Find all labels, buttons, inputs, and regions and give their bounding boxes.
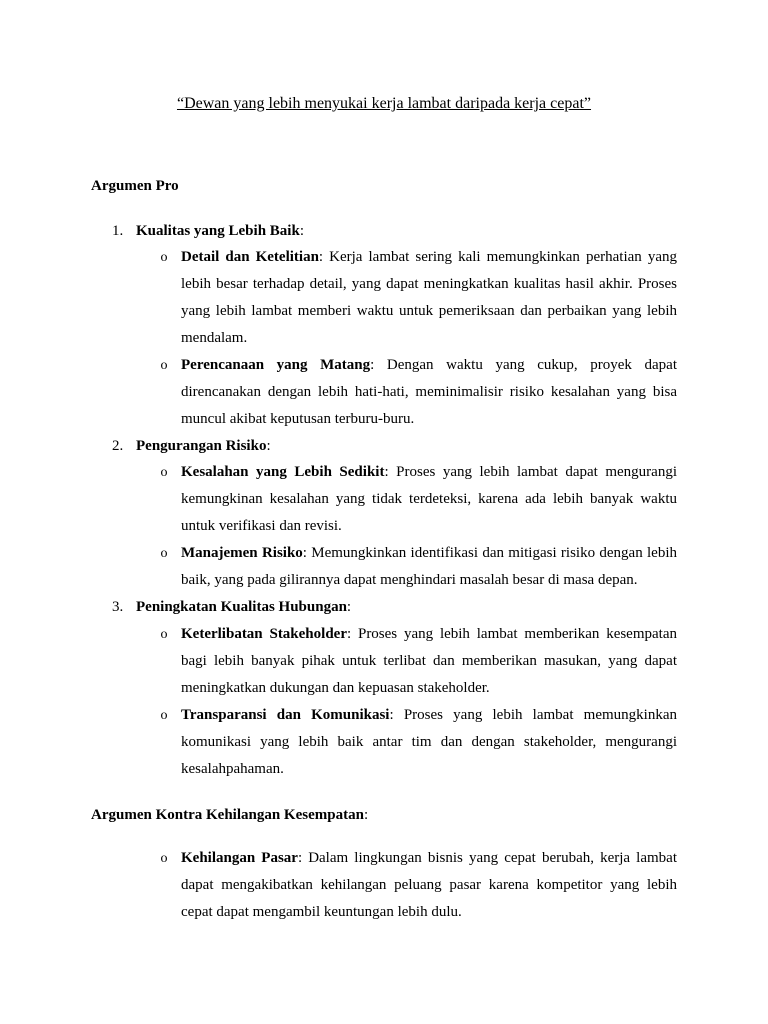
pro-item-1-label: Kualitas yang Lebih Baik <box>136 223 300 239</box>
bullet-body: : Kerja lambat sering kali memungkinkan perhatian yang lebih besar terhadap detail, yang dapat meningkatkan kualitas hasil akhir. Proses yang lebih lambat memberi waktu untuk pemeriksaan dan perbaikan yang lebih mendalam. <box>181 249 677 346</box>
bullet-body: : Proses yang lebih lambat memberikan kesempatan bagi lebih banyak pihak untuk terlibat dan memberikan masukan, yang dapat meningkatkan dukungan dan kepuasan stakeholder. <box>181 626 677 696</box>
contra-heading-suffix: : <box>363 807 369 823</box>
bullet-marker: o <box>160 358 168 373</box>
bullet-marker: o <box>160 465 168 480</box>
pro-item-2-suffix: : <box>266 438 271 454</box>
bullet-text <box>181 459 677 540</box>
document-title: “Dewan yang lebih menyukai kerja lambat daripada kerja cepat” <box>176 95 592 112</box>
bullet-marker: o <box>160 851 168 866</box>
bullet-marker: o <box>160 250 168 265</box>
bullet-body: : Proses yang lebih lambat memungkinkan komunikasi yang lebih baik antar tim dan dengan stakeholder, mengurangi kesalahpahaman. <box>181 707 678 777</box>
bullet-text <box>181 845 677 926</box>
bullet-text <box>181 540 677 594</box>
pro-item-2-bullet-2 <box>160 540 677 594</box>
pro-item-2-label: Pengurangan Risiko <box>136 438 267 454</box>
bullet-label: Keterlibatan Stakeholder <box>181 626 347 642</box>
bullet-label: Transparansi dan Komunikasi <box>181 707 390 723</box>
bullet-marker: o <box>160 627 168 642</box>
pro-item-1 <box>112 221 304 241</box>
bullet-body: : Dalam lingkungan bisnis yang cepat berubah, kerja lambat dapat mengakibatkan kehilangan peluang pasar karena kompetitor yang lebih cepat dapat mengambil keuntungan lebih dulu. <box>181 850 677 920</box>
bullet-marker: o <box>160 708 168 723</box>
bullet-text <box>181 244 677 352</box>
pro-item-2-bullet-1 <box>160 459 678 540</box>
pro-heading: Argumen Pro <box>91 178 179 194</box>
bullet-label: Manajemen Risiko <box>181 545 303 561</box>
pro-item-3-bullet-2 <box>160 702 678 783</box>
contra-heading-label: Argumen Kontra Kehilangan Kesempatan <box>91 807 364 823</box>
contra-bullet-1 <box>160 845 677 926</box>
pro-item-2-number: 2. <box>112 438 124 454</box>
pro-item-1-bullet-1 <box>160 244 677 352</box>
pro-item-3 <box>112 597 351 617</box>
pro-item-1-bullet-2 <box>160 352 677 433</box>
pro-item-1-suffix: : <box>299 223 304 239</box>
bullet-body: : Memungkinkan identifikasi dan mitigasi risiko dengan lebih baik, yang pada gilirannya dapat menghindari masalah besar di masa depan. <box>181 545 677 588</box>
bullet-text <box>181 702 677 783</box>
bullet-body: : Dengan waktu yang cukup, proyek dapat direncanakan dengan lebih hati-hati, meminimalisir risiko kesalahan yang bisa muncul akibat keputusan terburu-buru. <box>181 357 677 427</box>
contra-heading <box>91 805 368 825</box>
pro-item-3-label: Peningkatan Kualitas Hubungan <box>136 599 347 615</box>
pro-item-3-suffix: : <box>346 599 352 615</box>
bullet-label: Detail dan Ketelitian <box>181 249 319 265</box>
bullet-marker: o <box>160 546 168 561</box>
bullet-label: Kehilangan Pasar <box>181 850 298 866</box>
bullet-label: Kesalahan yang Lebih Sedikit <box>181 464 385 480</box>
pro-item-3-bullet-1 <box>160 621 677 702</box>
pro-item-1-number: 1. <box>112 223 124 239</box>
bullet-text <box>181 352 677 433</box>
bullet-body: : Proses yang lebih lambat dapat mengurangi kemungkinan kesalahan yang tidak terdeteksi, karena ada lebih banyak waktu untuk verifikasi dan revisi. <box>181 464 678 534</box>
bullet-text <box>181 621 677 702</box>
pro-item-2 <box>112 436 271 456</box>
bullet-label: Perencanaan yang Matang <box>181 357 371 373</box>
pro-item-3-number: 3. <box>112 599 124 615</box>
